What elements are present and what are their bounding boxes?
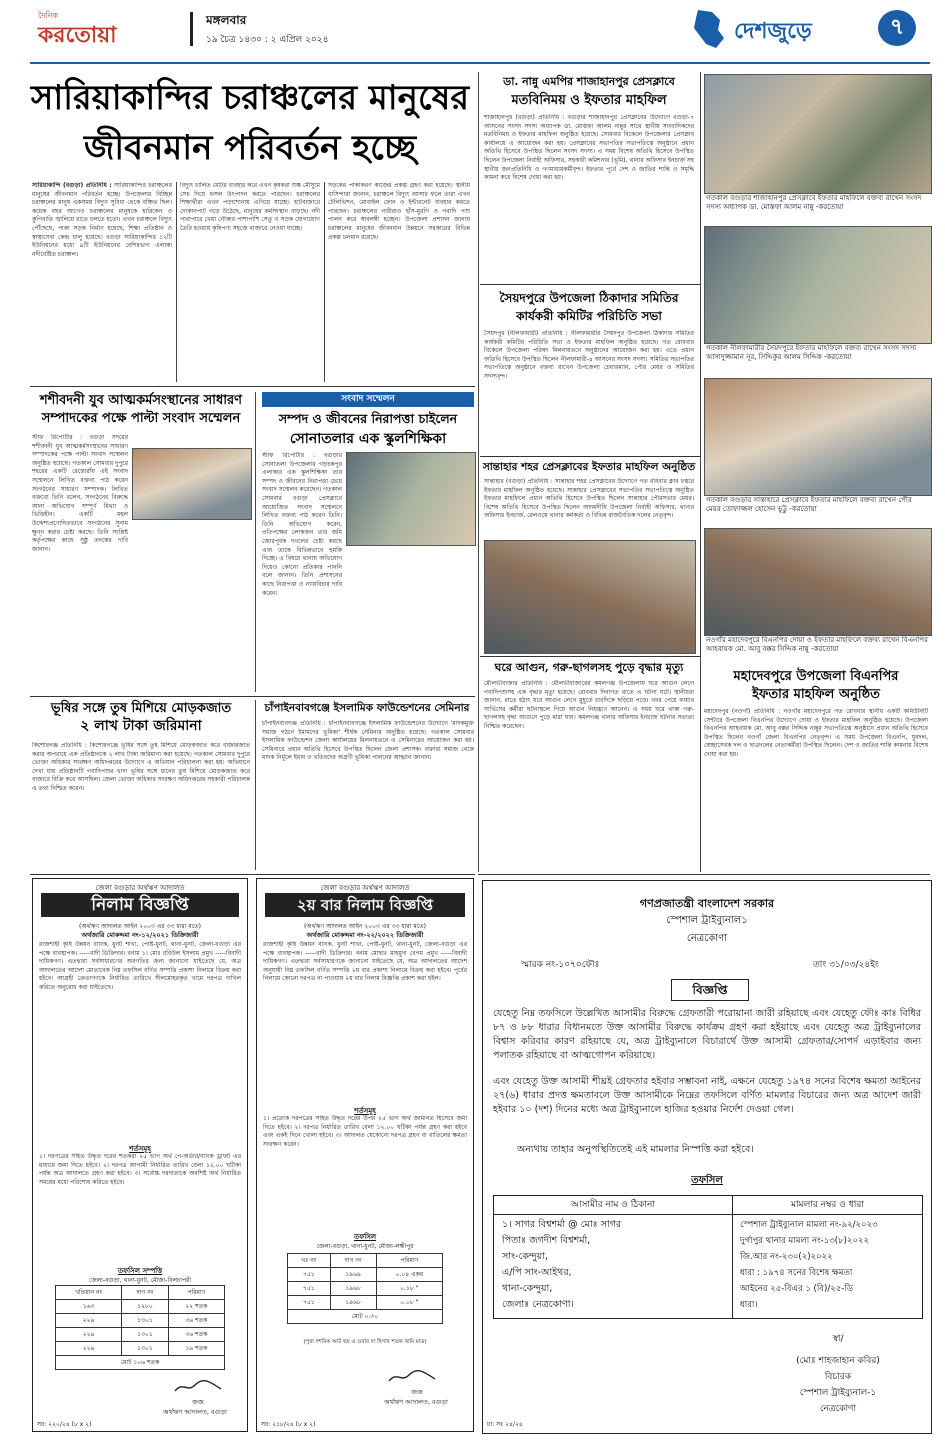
notice1-title: নিলাম বিজ্ঞপ্তি [41,893,239,917]
notice2-schedule-title: তফসিল [353,1233,377,1241]
table-cell: ২২৯ [56,1328,122,1342]
notice1-table-head [56,1286,225,1300]
lead-col3: সড়কের পাকাকরণ কাজের প্রকল্প গ্রহণ করা হয়েছে। স্থানীয় বাসিন্দারা জানান, চরাঞ্চলে বিদ্যুৎ আসার ফলে তারা এখন টেলিভিশন, মোবাইল ফোন ও ইন্টারনেট ব্যবহার করতে পারছেন। চরাঞ্চলের নারীরাও হাঁস-মুরগি ও গবাদি পশু পালন করে স্বাবলম্বী হচ্ছেন। উপজেলা প্রশাসন জানায় চরাঞ্চলের মানুষের জীবনমান উন্নয়নে সরকারের বিভিন্ন প্রকল্প চলমান রয়েছে। [328,182,470,241]
sonatala-photo [346,452,476,546]
notice2-ref: সর: ২১৮/২৪ (৮ x ২) [261,1421,316,1428]
sonatala-body: স্টাফ রিপোর্টার : বগুড়ার সোনাতলা উপজেলার গড়চকপুর এলাকার এক স্কুলশিক্ষিকা তার সম্পদ ও জীবনের নিরাপত্তা চেয়ে সংবাদ সম্মেলন করেছেন। গতকাল সোমবার বগুড়া প্রেসক্লাবে আয়োজিত সংবাদ সম্মেলনে লিখিত বক্তব্য পাঠ করেন তিনি। তিনি অভিযোগ করেন, প্রতিপক্ষের লোকজন তার জমি জোরপূর্বক দখলের চেষ্টা করছে এবং তাকে বিভিন্নভাবে হুমকি দিচ্ছে। এ বিষয়ে থানায় অভিযোগ দিয়েও কোনো প্রতিকার পাননি বলে জানান। তিনি প্রশাসনের কাছে নিরাপত্তা ও ন্যায়বিচার দাবি করেন। [262,452,342,597]
lead-col1 [32,182,172,382]
tribunal-date: তাং ৩১/০৩/২৪ইং [813,960,879,970]
table-cell: ৩৬ শতক [168,1328,224,1342]
lead-col2: বিদ্যুৎ চালিত মোটর ব্যবহার করে এখন কৃষকরা শুষ্ক মৌসুমে সেচ দিয়ে ফসল উৎপাদন করতে পারছেন। চরাঞ্চলের শিক্ষার্থীরা এখন পড়াশোনায় এগিয়ে যাচ্ছে। হাটবাজারে দোকানপাট গড়ে উঠেছে, মানুষের কর্মসংস্থান বাড়ছে। নদী পারাপারে খেয়া নৌকার পাশাপাশি সেতু ও সড়ক যোগাযোগ তৈরি হওয়ায় কৃষিপণ্য সহজে বাজারে নেওয়া যাচ্ছে। [180,182,320,232]
notice1-sign-court: অর্থঋণ আদালত, বগুড়া [163,1408,227,1416]
table-header-cell: পরিমাণ [168,1286,224,1300]
section-banner [690,8,930,50]
photo-shajahanpur [704,74,932,194]
table-cell: ২২ শতক [168,1300,224,1314]
tribunal-col2-line: আইনের ২৫-বিএর ১ (বি)/২৫-ডি [740,1284,853,1294]
tribunal-title: বিজ্ঞপ্তি [671,979,749,1001]
table-row [56,1300,225,1314]
notice2-court: জেলা বগুড়ার অর্থঋণ আদালত [320,884,410,892]
photo-santahar [704,378,932,496]
chapai-headline: চাঁপাইনবাবগঞ্জে ইসলামিক ফাউন্ডেশনের সেমিনার [264,702,470,714]
sonatala-ribbon: সংবাদ সম্মেলন [262,392,474,407]
table-row [288,1268,443,1282]
table-cell: ১৬ শতক [168,1342,224,1356]
notice1-table [55,1285,225,1370]
table-header-cell: দাগ নং [330,1254,376,1268]
auction-notice-1 [32,878,248,1432]
lead-headline-line1: সারিয়াকান্দির চরাঞ্চলের মানুষের [30,78,470,118]
tribunal-para1: যেহেতু নিম্ন তফসিলে উল্লেখিত আসামীর বিরুদ্ধে গ্রেফতারী পরোয়ানা জারী রহিয়াছে এবং যেহেতু ফৌঃ কাঃ বিধির ৮৭ ও ৮৮ ধারার বিধানমতে উক্ত আসামীর বিরুদ্ধে কার্যক্রম গ্রহণ করা হইয়াছে এবং যেহেতু অত্র ট্রাইব্যুনালের বিশ্বাস করিবার কারণ রহিয়াছে যে, অত্র ট্রাইব্যুনালে বিচারার্থে উক্ত আসামী গ্রেফতার/সোপর্দ এড়াইবার জন্য পলাতক রহিয়াছে বা আত্মগোপন করিয়াছে। [493,1008,921,1061]
table-cell: ১৯৬৮ [330,1282,376,1296]
notice2-note: (পুরা দশমিক আট ছয় ও ওবার দা হিসাব শতক জমি মাত্র) [303,1339,427,1345]
tribunal-memo: স্মারক নং-১০৭০ফৌঃ [521,960,600,970]
tribunal-col1-line: জেলাঃ নেত্রকোণা। [502,1299,574,1310]
table-header-cell: খঃ নং [288,1254,331,1268]
fire-body: মৌলভীবাজার প্রতিনিধি : মৌলভীবাজারের কমলগঞ্জ উপজেলায় ঘরে আগুন লেগে গবাদিপশুসহ এক বৃদ্ধার মৃত্যু হয়েছে। রোববার দিবাগত রাতে এ ঘটনা ঘটে। স্থানীয়রা জানান, রাতে হঠাৎ ঘরে আগুন লেগে মুহূর্তে চারদিকে ছড়িয়ে পড়ে। খবর পেয়ে ফায়ার সার্ভিসের কর্মীরা ঘটনাস্থলে গিয়ে আগুন নিয়ন্ত্রণে আনেন। এ সময় ঘরে থাকা গরু-ছাগলসহ বৃদ্ধা আগুনে পুড়ে মারা যান। কমলগঞ্জ থানার অফিসার ইনচার্জ ঘটনার সত্যতা নিশ্চিত করেছেন। [484,680,694,730]
chapai-body: চাঁপাইনবাবগঞ্জ প্রতিনিধি : চাঁপাইনবাবগঞ্জে ইসলামিক ফাউন্ডেশনের উদ্যোগে 'মাদকমুক্ত সমাজ গঠনে ইমামদের ভূমিকা' শীর্ষক সেমিনার অনুষ্ঠিত হয়েছে। গতকাল সোমবার ইসলামিক ফাউন্ডেশন জেলা কার্যালয়ের মিলনায়তনে এ সেমিনারের আয়োজন করা হয়। সেমিনারে প্রধান অতিথি হিসেবে উপস্থিত ছিলেন জেলা প্রশাসক। বক্তারা সমাজ থেকে মাদক নির্মূলে ইমাম ও খতিবদের অগ্রণী ভূমিকা পালনের আহ্বান জানান। [262,720,474,762]
caption-mohadevpur: নওগাঁর মহাদেবপুরে বিএনপির দোয়া ও ইফতার মাহফিলে বক্তব্য রাখেন বিএনপির আহবায়ক মো. আবু বক্কর সিদ্দিক নান্নু -করতোয়া [706,636,928,653]
saidpur-body: সৈয়দপুর (নীলফামারী) প্রতিনিধি : নীলফামারীর সৈয়দপুর উপজেলা ঠিকাদার সমিতির কার্যকরী কমিটির পরিচিতি সভা ও ইফতার মাহফিল অনুষ্ঠিত হয়েছে। গত রোববার বিকেলে উপজেলা পরিষদ মিলনায়তনে অনুষ্ঠানের আয়োজন করা হয়। এতে প্রধান অতিথি হিসেবে উপস্থিত ছিলেন নীলফামারী-৪ আসনের সংসদ সদস্য। সমিতির সভাপতির সভাপতিত্বে অনুষ্ঠানে বক্তব্য রাখেন উপজেলা চেয়ারম্যান, পৌর মেয়র ও সমিতির সদস্যবৃন্দ। [484,330,694,380]
tribunal-col2-line: দুর্গাপুর থানার মামলা নং-১৩(৮)২০২২ [740,1236,870,1246]
masthead-divider [190,12,193,46]
tribunal-sign-label: স্বা/ [832,1334,844,1344]
table-cell: ১৯৬৯ [330,1268,376,1282]
table-cell: ১৯৬৮ [330,1296,376,1310]
table-cell: ৭৫১ [288,1282,331,1296]
judge-signature-icon [387,1369,437,1385]
sonatala-body-more [346,548,474,692]
tribunal-col2-line: স্পেশাল ট্রাইব্যুনাল মামলা নং-৯২/২০২৩ [740,1220,878,1230]
table-cell: ৭৫১ [288,1268,331,1282]
caption-saidpur: গতকাল নীলফামারীর সৈয়দপুরে ইফতার মাহফিলে বক্তব্য রাখেন সংসদ সদস্য আসাদুজ্জামান নূর, সিদ্দিকুর আলম সিদ্দিক -করতোয়া [706,344,917,361]
section-name: দেশজুড়ে [734,18,812,44]
table-header-cell: দাগ নং [122,1286,168,1300]
tribunal-ref: ঢা: সঃ ২৪/২৪ [487,1421,523,1428]
masthead-rule [30,62,930,64]
paper-name-small: দৈনিক [38,11,59,20]
table-cell: ০.০৮ " [376,1296,442,1310]
table-cell: ২২৯ [56,1314,122,1328]
tribunal-notice [482,880,932,1434]
table-cell: ০.০৪ একর [376,1268,442,1282]
masthead-date: ১৯ চৈত্র ১৪৩০ : ২ এপ্রিল ২০২৪ [206,35,329,45]
shishuvani-headline-line2: সম্পাদকের পক্ষে পাল্টা সংবাদ সম্মেলন [41,411,241,426]
tribunal-sign-title: বিচারক [824,1372,852,1382]
paper-name: করতোয়া [38,22,117,48]
tribunal-col1-line: এ/পি সাং-আইথর, [502,1267,572,1278]
notice1-schedule-loc: জেলা-বগুড়া, থানা-ধুনট, মৌজা-বিলচাপরী [88,1277,192,1284]
shishuvani-body: স্টাফ রিপোর্টার : বগুড়া সদরের শশীবদনী যুব আত্মকর্মসংস্থানের সাধারণ সম্পাদকের পক্ষে পাল্টা সংবাদ সম্মেলন অনুষ্ঠিত হয়েছে। গতকাল সোমবার দুপুরে শহরের একটি রেস্তোরাঁয় এই সংবাদ সম্মেলনে লিখিত বক্তব্য পাঠ করেন সংগঠনের সাধারণ সম্পাদক। লিখিত বক্তব্যে তিনি বলেন, সংগঠনের বিরুদ্ধে আনা অভিযোগ সম্পূর্ণ মিথ্যা ও ভিত্তিহীন। একটি মহল উদ্দেশ্যপ্রণোদিতভাবে সংগঠনের সুনাম ক্ষুণ্ন করার চেষ্টা করছে। তিনি সংশ্লিষ্ট কর্তৃপক্ষের কাছে সুষ্ঠু তদন্তের দাবি জানান। [32,434,128,553]
nannu-headline: মতবিনিময় ও ইফতার মাহফিল [511,93,667,108]
tribunal-para2: এবং যেহেতু উক্ত আসামী শীঘ্রই গ্রেফতার হইবার সম্ভাবনা নাই, এক্ষনে যেহেতু ১৯৭৪ সনের বিশেষ ক্ষমতা আইনের ২৭(৬) ধারার প্রদত্ত ক্ষমতাবলে উক্ত আসামীকে নিম্নের তফসিলে বর্ণিত মামলার বিচারের জন্য অত্র আদেশ জারী হইবার ১০ (দশ) দিনের মধ্যে অত্র ট্রাইব্যুনালে হাজির হওয়ার নির্দেশ দেওয়া গেল। [493,1076,921,1115]
tribunal-col1-line: ১। সাগর বিশ্বশর্মা @ মোঃ সাগর [502,1219,622,1230]
tribunal-col2-line: জি.আর নং-২৩০(২)২০২২ [740,1252,833,1262]
table-row [56,1342,225,1356]
notice1-schedule-title: তফসিল সম্পত্তি [117,1267,163,1275]
notice1-body: রাজশাহী কৃষি উন্নয়ন ব্যাংক, ধুনট শাখা, পোষ্ট-ধুনট, থানা-ধুনট, জেলা-বগুড়া এর পক্ষে ব্যবস্থাপক। -----বাদী ডিক্রিদার। বনাম ১। মোঃ রবিউল ইসলাম প্রমুখ -----বিবাদী দায়িকগণ। এতদ্বারা সর্বসাধারণের অবগতির জন্য জানানো যাইতেছে যে, অত্র আদালতের আদেশ মোতাবেক নিম্ন তফসিল বর্ণিত সম্পত্তি প্রকাশ্য নিলামে বিক্রয় করা হইবে। আগ্রহী ক্রেতাগণকে নির্ধারিত তারিখে সীলমোহরকৃত খামে দরপত্র দাখিল করিতে অনুরোধ করা যাইতেছে। [39,941,241,991]
mohadevpur-headline-line1: মহাদেবপুরে উপজেলা বিএনপির [733,669,899,684]
photo-saidpur [704,226,932,344]
fire-headline: ঘরে আগুন, গরু-ছাগলসহ পুড়ে বৃদ্ধার মৃত্যু [494,661,684,674]
table-row [56,1356,225,1370]
nannu-body: শাজাহানপুর (বগুড়া) প্রতিনিধি : বগুড়ার শাজাহানপুর প্রেসক্লাবের উদ্যোগে বগুড়া-৭ আসনের সংসদ সদস্য অধ্যাপক ডা. মোস্তফা আলম নান্নুর সাথে স্থানীয় সাংবাদিকদের মতবিনিময় ও ইফতার মাহফিল অনুষ্ঠিত হয়েছে। সোমবার বিকেলে উপজেলার প্রেসক্লাব কার্যালয়ে এ আয়োজন করা হয়। প্রেসক্লাবের সভাপতির সভাপতিত্বে অনুষ্ঠানে প্রধান অতিথি হিসেবে উপস্থিত ছিলেন সংসদ সদস্য। এ সময় বিশেষ অতিথি হিসেবে উপস্থিত ছিলেন উপজেলা নির্বাহী অফিসার, সহকারী কমিশনার (ভূমি), থানার অফিসার ইনচার্জ সহ স্থানীয় জনপ্রতিনিধি ও গণমাধ্যমকর্মীবৃন্দ। ইফতার পূর্বে দেশ ও জাতির শান্তি ও সমৃদ্ধি কামনা করে বিশেষ দোয়া করা হয়। [484,114,694,182]
caption-shajahanpur: গতকাল বগুড়ার শাজাহানপুর প্রেসক্লাবে ইফতার মাহফিলে বক্তব্য রাখেন সংসদ সদস্য অধ্যাপক ডা. মোস্তফা আলম নান্নু -করতোয়া [706,194,922,211]
table-row [288,1296,443,1310]
table-total: মোট ১০৬ শতক [56,1356,225,1370]
santahar-headline: সান্তাহার শহর প্রেসক্লাবের ইফতার মাহফিল অনুষ্ঠিত [482,461,696,473]
tribunal-para3: অন্যথায় তাহার অনুপস্থিতিতেই এই মামলার নিস্পত্তি করা হইবে। [517,1144,754,1155]
lead-headline-line2: জীবনমান পরিবর্তন হচ্ছে [83,128,417,168]
tribunal-schedule-title: তফসিল [691,1175,723,1186]
table-header-cell: পরিমাণ [376,1254,442,1268]
notice1-ref: সর: ২২০/২৪ (৮ x ২) [37,1421,92,1428]
masthead-day: মঙ্গলবার [206,13,247,27]
saidpur-headline-line1: সৈয়দপুরে উপজেলা ঠিকাদার সমিতির [499,291,679,305]
table-total: মোট ০.৩০ [288,1310,443,1324]
judge-signature-icon [173,1379,223,1395]
table-cell: ৭৫১ [288,1296,331,1310]
notice1-sign: জজ [192,1398,204,1406]
table-row [288,1282,443,1296]
table-header-cell: খতিয়ান নং [56,1286,122,1300]
tribunal-col2-head: মামলার নম্বর ও ধারা [733,1196,922,1215]
table-row [56,1328,225,1342]
tribunal-place: নেত্রকোণা [686,933,728,944]
table-row [288,1310,443,1324]
notice2-sign-court: অর্থঋণ আদালত, বগুড়া [384,1398,448,1406]
notice2-schedule-loc: জেলা-বগুড়া, থানা-ধুনট, মৌজা-লক্ষীপুর [316,1243,414,1250]
mohadevpur-body: মহাদেবপুর (নওগাঁ) প্রতিনিধি : নওগাঁর মহাদেবপুরে গত রোববার স্থানীয় একটি কমিউনিটি সেন্টারে উপজেলা বিএনপির উদ্যোগে দোয়া ও ইফতার মাহফিল অনুষ্ঠিত হয়েছে। উপজেলা বিএনপির আহবায়ক মো. আবু বক্কর সিদ্দিক নান্নুর সভাপতিত্বে অনুষ্ঠানে প্রধান অতিথি হিসেবে উপস্থিত ছিলেন নওগাঁ জেলা বিএনপির নেতৃবৃন্দ। এ সময় উপজেলা বিএনপি, যুবদল, স্বেচ্ছাসেবক দল ও ছাত্রদলের নেতাকর্মীরা উপস্থিত ছিলেন। দেশ ও জাতির শান্তি কামনায় বিশেষ দোয়া করা হয়। [704,708,928,758]
tribunal-col1-line: সাং-কেন্দুয়া, [502,1251,549,1262]
tribunal-col-divider [732,1214,733,1318]
santahar-body: সান্তাহার (বগুড়া) প্রতিনিধি : সান্তাহার শহর প্রেসক্লাবের উদ্যোগে গত রবিবার ক্লাব চত্বরে ইফতার মাহফিল অনুষ্ঠিত হয়েছে। সান্তাহার প্রেসক্লাবের সভাপতির সভাপতিত্বে অনুষ্ঠিত ইফতার মাহফিলে প্রধান অতিথি হিসেবে উপস্থিত ছিলেন সান্তাহার পৌরসভার মেয়র। বিশেষ অতিথি হিসেবে উপস্থিত ছিলেন আদমদীঘি উপজেলা নির্বাহী অফিসার, থানার অফিসার ইনচার্জ, রেলওয়ে থানার কর্মকর্তা ও বিভিন্ন রাজনৈতিক দলের নেতৃবৃন্দ। [484,478,694,520]
table-cell: ১৩০১ [122,1342,168,1356]
notice2-table [287,1253,443,1324]
notice2-subtitle: (অর্থঋণ আদালত আইন ২০০৩ এর ৩৩ ধারা মতে) [304,923,426,930]
table-cell: ২২৯ [56,1342,122,1356]
table-row [56,1314,225,1328]
nannu-kicker: ডা. নান্নু এমপির শাজাহানপুর প্রেসক্লাবে [503,75,675,88]
santahar-photo [484,540,696,654]
notice2-title: ২য় বার নিলাম বিজ্ঞপ্তি [265,893,465,917]
sonatala-headline-line1: সম্পদ ও জীবনের নিরাপত্তা চাইলেন [278,411,458,426]
tribunal-sign-court: স্পেশাল ট্রাইব্যুনাল-১ [799,1388,877,1398]
shishuvani-photo [132,448,252,520]
notice2-terms-title: শর্তসমূহ [354,1107,376,1115]
notice1-case: অর্থজারি মোকদ্দমা নং-১২/২০২১ ডিক্রিজারী [81,931,199,939]
paper-logo [38,10,178,60]
shishuvani-body-more [132,522,252,692]
notice1-terms-title: শর্তসমূহ [129,1145,151,1153]
table-cell: ১৬৩ [56,1300,122,1314]
caption-santahar: গতকাল বগুড়ার সান্তাহারে প্রেসক্লাবে ইফতার মাহফিলে বক্তব্য রাখেন পৌর মেয়র তোফাজ্জল হোসেন ভুট্টু -করতোয়া [706,496,912,513]
notice2-body: রাজশাহী কৃষি উন্নয়ন ব্যাংক, ধুনট শাখা, পোষ্ট-ধুনট, থানা-ধুনট, জেলা-বগুড়া এর পক্ষে ব্যবস্থাপক। -----বাদী ডিক্রিদার। বনাম মোছাঃ মাহমুদা বেগম প্রমুখ -----বিবাদী দায়িকগণ। এতদ্বারা সর্বসাধারণকে জানানো যাইতেছে যে, অত্র আদালতের আদেশ অনুযায়ী নিম্ন তফসিল বর্ণিত সম্পত্তি ২য় বার প্রকাশ্য নিলামে বিক্রয় করা হইবে। পূর্বের নিলামে কোনো দরপত্র না পাওয়ায় ২য় বার নিলাম বিজ্ঞপ্তি প্রকাশ করা হইল। [263,941,467,983]
notice1-subtitle: (অর্থঋণ আদালত আইন ২০০৩ এর ৩৩ ধারা মতে) [79,923,201,930]
saidpur-headline-line2: কার্যকরী কমিটির পরিচিতি সভা [516,309,662,323]
table-cell: ১৩০১ [122,1328,168,1342]
lead-col1-text: সারিয়াকান্দির চরাঞ্চলের মানুষের জীবনমান পরিবর্তন হচ্ছে। উপজেলার বিচ্ছিন্ন চরাঞ্চলের মানুষ একসময় বিদ্যুৎ সুবিধা থেকে বঞ্চিত ছিল। কয়েক বছর আগেও চরাঞ্চলের মানুষকে হারিকেন ও কুপিবাতি জ্বালিয়ে রাতে চলতে হতো। এখন চরাঞ্চলে বিদ্যুৎ পৌঁছেছে, পাকা সড়ক নির্মাণ হয়েছে, শিক্ষা প্রতিষ্ঠান ও স্বাস্থ্যসেবা কেন্দ্র চালু হয়েছে। বগুড়া সারিয়াকান্দির ১২টি ইউনিয়নের মধ্যে ৯টি ইউনিয়নের বেশিরভাগ এলাকা নদীবেষ্টিত চরাঞ্চল। [32,182,172,258]
table-cell: ৩৬ শতক [168,1314,224,1328]
tribunal-col2-line: ধারা : ১৯৭৪ সনের বিশেষ ক্ষমতা [740,1268,853,1278]
tribunal-col1-line: পিতাঃ জগদীশ বিশ্বশর্মা, [502,1235,591,1246]
page-number-badge [878,10,916,46]
tribunal-col2-line: ধারা। [740,1300,758,1310]
bhushi-headline-line2: ২ লাখ টাকা জরিমানা [80,718,202,734]
table-cell: ১৩০১ [122,1314,168,1328]
notice2-table-head [288,1254,443,1268]
page-number: ৭ [889,15,905,40]
tribunal-sign-place: নেত্রকোণা [819,1404,857,1414]
lead-dateline: সারিয়াকান্দি (বগুড়া) প্রতিনিধি : [32,182,112,189]
bhushi-headline-line1: ভূষির সঙ্গে তুষ মিশিয়ে মোড়কজাত [50,701,232,716]
auction-notice-2 [256,878,474,1432]
notice2-terms: ১। প্রত্যেক দরপত্রের সহিত উদ্ধৃত দরের উপর ২৫ ভাগ অর্থ জামানত হিসেবে জমা দিতে হইবে। ২। দরপত্র নির্ধারিত তারিখ বেলা ১২.০০ ঘটিকা পর্যন্ত গ্রহণ করা হইবে এবং একই দিনে খোলা হইবে। ৩। আদালত যেকোনো দরপত্র গ্রহণ বা বাতিলের ক্ষমতা সংরক্ষণ করেন। [263,1115,467,1148]
notice2-sign: জজ [411,1388,423,1396]
table-cell: ১২৮০ [122,1300,168,1314]
tribunal-col1-head: আসামীর নাম ও ঠিকানা [494,1196,733,1215]
photo-mohadevpur [704,528,932,636]
notice2-case: অর্থজারি মোকদ্দমা নং-২২/২০২২ ডিক্রিজারী [306,931,424,939]
sonatala-headline-line2: সোনাতলার এক স্কুলশিক্ষিকা [289,431,447,447]
mohadevpur-headline-line2: ইফতার মাহফিল অনুষ্ঠিত [752,687,880,702]
tribunal-govt: গণপ্রজাতন্ত্রী বাংলাদেশ সরকার [639,897,775,910]
tribunal-court: স্পেশাল ট্রাইব্যুনাল১ [666,915,748,926]
shishuvani-headline-line1: শশীবদনী যুব আত্মকর্মসংস্থানের সাধারণ [39,393,243,408]
tribunal-sign-name: (মোঃ শাহজাহান কবির) [796,1356,880,1366]
tribunal-col1-line: থানা-কেন্দুয়া, [502,1283,553,1294]
notice1-court: জেলা বগুড়ার অর্থঋণ আদালত [95,884,185,892]
bangladesh-map-icon [690,8,726,50]
tribunal-table [493,1195,923,1319]
table-cell: ০.১৮ " [376,1282,442,1296]
notice1-terms: ১। দরপত্রের সহিত উদ্ধৃত দরের শতকরা ২৫ ভাগ অর্থ পে-অর্ডার/ব্যাংক ড্রাফট এর মাধ্যমে জমা দিতে হইবে। ২। দরপত্র আগামী নির্ধারিত তারিখ বেলা ১২.০০ ঘটিকা পর্যন্ত অত্র আদালতে গ্রহণ করা হইবে। ৩। সর্বোচ্চ দরদাতাকে অবশিষ্ট অর্থ নির্ধারিত সময়ের মধ্যে পরিশোধ করিতে হইবে। [39,1153,241,1186]
bhushi-body: কিশোরগঞ্জ প্রতিনিধি : কিশোরগঞ্জে ভূষির সঙ্গে তুষ মিশিয়ে মোড়কজাত করে বাজারজাত করার অপরাধে এক প্রতিষ্ঠানকে ২ লাখ টাকা জরিমানা করা হয়েছে। গতকাল সোমবার দুপুরে ভোক্তা অধিকার সংরক্ষণ অধিদপ্তরের উদ্যোগে এ অভিযান পরিচালনা করা হয়। অভিযানে দেখা যায় প্রতিষ্ঠানটি গবাদিপশুর খাদ্য ভূষির সঙ্গে ধানের তুষ মিশিয়ে মোড়কজাত করে বাজারে বিক্রি করে আসছিল। জেলা ভোক্তা অধিকার সংরক্ষণ অধিদপ্তরের সহকারী পরিচালক এ তথ্য নিশ্চিত করেন। [32,742,250,792]
